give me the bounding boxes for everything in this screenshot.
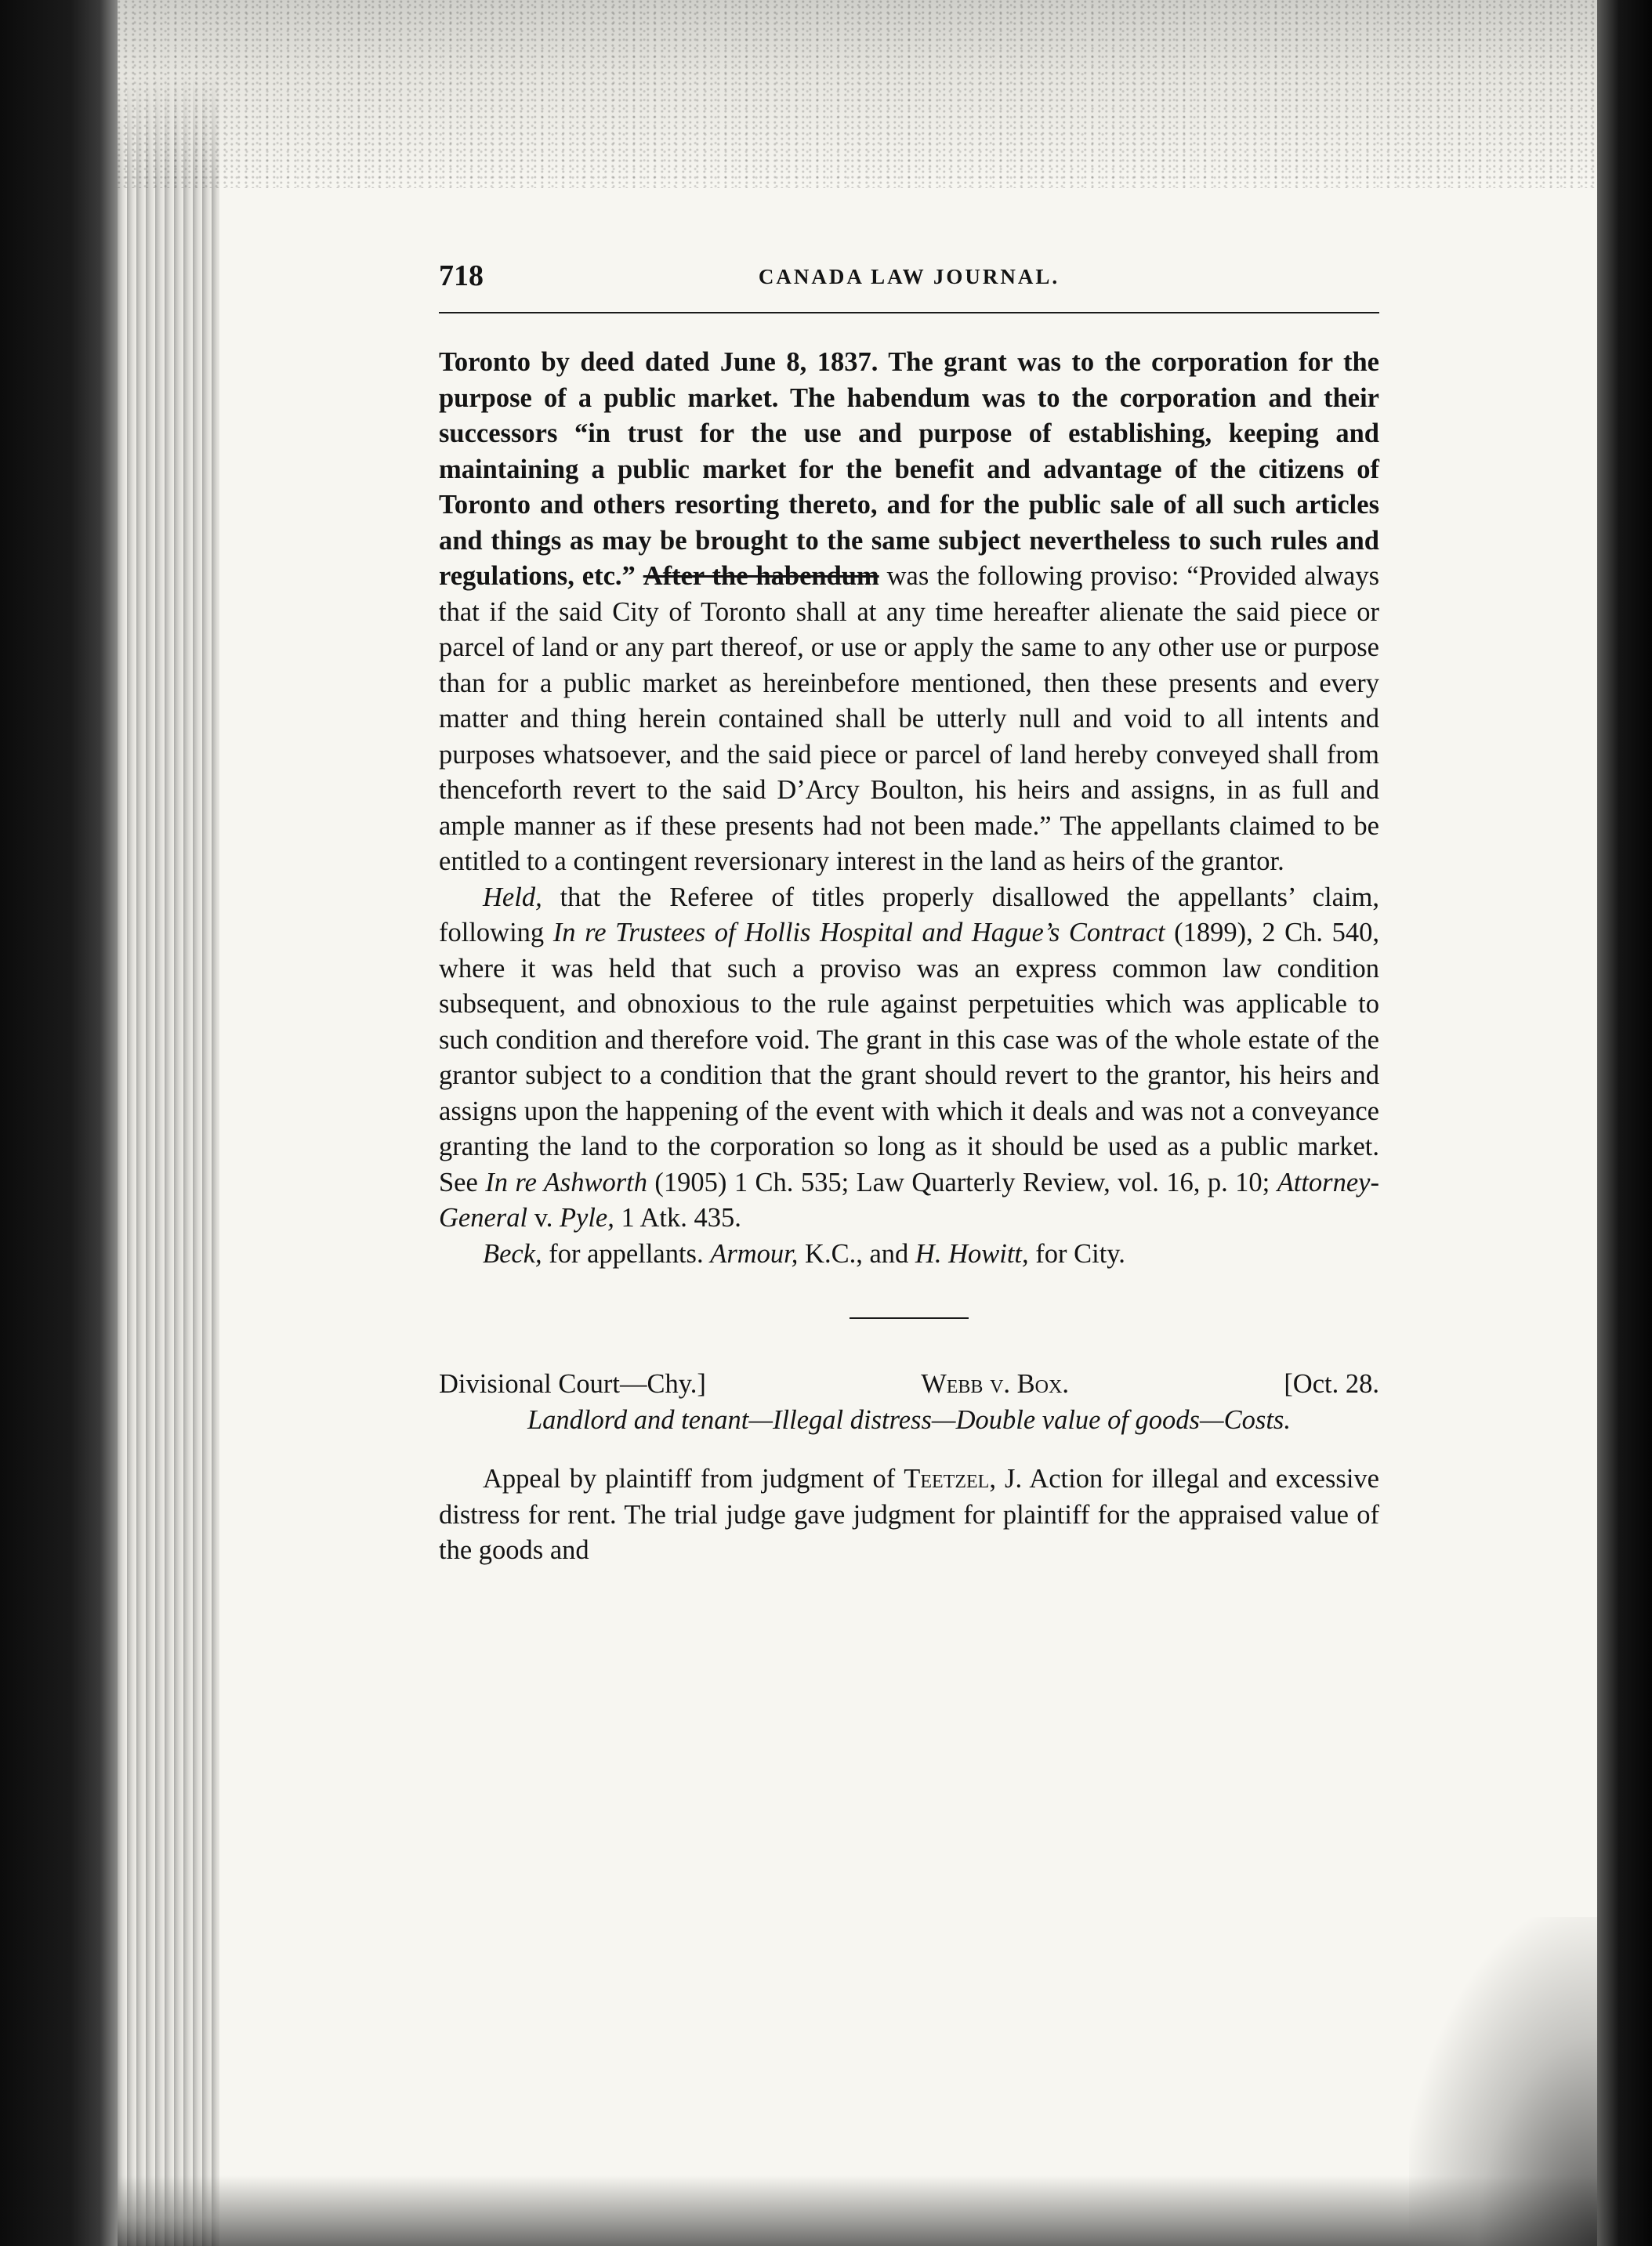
held-text-4: v. (527, 1203, 560, 1233)
body-text (439, 345, 1379, 1569)
journal-page (439, 251, 1379, 1569)
counsel-armour: Armour, (710, 1238, 799, 1269)
section-divider (850, 1317, 969, 1319)
running-head: CANADA LAW JOURNAL. (758, 265, 1060, 288)
page-header (439, 251, 1379, 306)
top-scan-noise (118, 0, 1599, 188)
held-text-5: 1 Atk. 435. (614, 1203, 741, 1233)
cited-party-pyle: Pyle, (559, 1203, 614, 1233)
right-page-edge (1597, 0, 1652, 2246)
held-text-2: (1899), 2 Ch. 540, where it was held that such a proviso was an express common law condition subsequent, and obnoxious to the rule against perpetuities which was applicable to such condition and therefore void. The grant in this case was of the whole estate of the grantor subject to a condition that the grant should revert to the grantor, his heirs and assigns upon the happening of the event with which it deals and was not a conveyance granting the land to the corporation so long as it should be used as a public market. See (439, 918, 1379, 1197)
cited-case-hollis: In re Trustees of Hollis Hospital and Hague’s Contract (552, 918, 1165, 947)
court-name: Divisional Court—Chy.] (439, 1369, 706, 1399)
held-text-1: that the Referee of titles properly disallowed the appellants’ claim, following (439, 882, 1379, 947)
judge-name: Teetzel, (904, 1464, 996, 1494)
counsel-text-2: K.C., and (798, 1238, 915, 1269)
appeal-text-2: J. Action for illegal and excessive distress for rent. The trial judge gave judgment for plaintiff for the appraised value of the goods and (439, 1464, 1379, 1565)
binding-edge (0, 0, 118, 2246)
case-heading (439, 1366, 1379, 1402)
case-date: [Oct. 28. (1284, 1369, 1379, 1399)
held-text-3: (1905) 1 Ch. 535; Law Quarterly Review, vol. 16, p. 10; (647, 1167, 1277, 1197)
held-label: Held, (483, 882, 542, 912)
held-paragraph (439, 880, 1379, 1237)
case-headnote: Landlord and tenant—Illegal distress—Double value of goods—Costs. (527, 1405, 1291, 1435)
counsel-beck: Beck, (483, 1238, 542, 1269)
facts-rest-text: was the following proviso: “Provided always that if the said City of Toronto shall at any time hereafter alienate the said piece or parcel of land or any part thereof, or use or apply the same to any other use or purpose than for a public market as hereinbefore mentioned, then these presents and every matter and thing herein contained shall be utterly null and void to all intents and purposes whatsoever, and the said piece or parcel of land hereby conveyed shall from thenceforth revert to the said D’Arcy Boulton, his heirs and assigns, in as full and ample manner as if these presents had not been made.” The appellants claimed to be entitled to a contingent reversionary interest in the land as heirs of the grantor. (439, 561, 1380, 876)
struck-text: After the habendum (643, 561, 879, 591)
header-rule (439, 312, 1379, 313)
counsel-paragraph (439, 1237, 1379, 1273)
cited-case-ashworth: In re Ashworth (485, 1167, 647, 1197)
bottom-scan-noise (118, 2175, 1599, 2246)
facts-bold-text: Toronto by deed dated June 8, 1837. The grant was to the corporation for the purpose of a public market. The habendum was to the corporation and their successors “in trust for the use and purpose of establishing, keeping and maintaining a public market for the benefit and advantage of the citizens of Toronto and others resorting thereto, and for the public sale of all such articles and things as may be brought to the same subject nevertheless to such rules and regulations, etc.” (439, 347, 1379, 591)
counsel-text-3: for City. (1028, 1238, 1125, 1269)
binding-shadow (118, 0, 219, 2246)
counsel-howitt: H. Howitt, (915, 1238, 1029, 1269)
corner-scan-noise (1409, 1917, 1597, 2246)
appeal-text-1: Appeal by plaintiff from judgment of (483, 1464, 904, 1494)
appeal-paragraph (439, 1462, 1379, 1569)
counsel-text-1: for appellants. (542, 1238, 711, 1269)
case-name: Webb v. Box. (921, 1369, 1069, 1399)
facts-paragraph (439, 345, 1379, 880)
cited-party-attorney-general: Attorney-General (439, 1167, 1379, 1233)
page-number: 718 (439, 259, 484, 292)
